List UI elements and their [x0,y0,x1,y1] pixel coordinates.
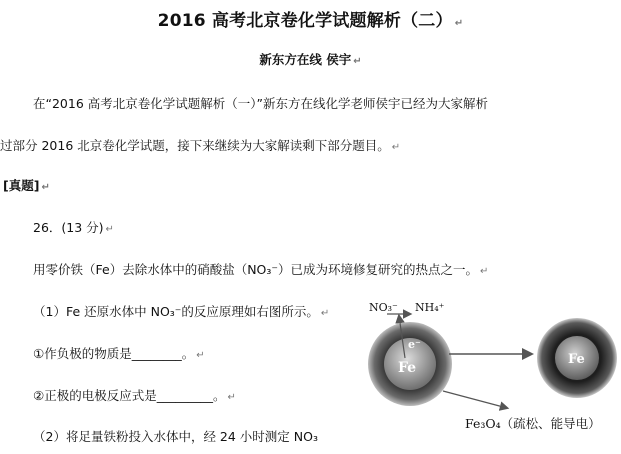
sub-question-1b: ②正极的电极反应式是_________。 ↵ [33,388,236,403]
question-stem: 用零价铁（Fe）去除水体中的硝酸盐（NO₃⁻）已成为环境修复研究的热点之一。 ↵ [33,262,489,277]
sub-question-1a: ①作负极的物质是________。 ↵ [33,346,205,361]
author-byline: 新东方在线 侯宇 ↵ [259,52,362,67]
electron-label: e⁻ [408,338,421,351]
nh4-label: NH₄⁺ [415,301,445,314]
reaction-diagram [365,296,621,454]
page-title: 2016 高考北京卷化学试题解析（二） ↵ [157,11,464,31]
arrow-to-caption [443,391,507,408]
fe-right-label: Fe [568,352,585,367]
no3-label: NO₃⁻ [369,301,398,314]
question-number: 26．(13 分) ↵ [33,220,114,235]
sub-question-1: （1）Fe 还原水体中 NO₃⁻的反应原理如右图所示。 ↵ [33,304,330,319]
fe-left-label: Fe [398,360,417,376]
fe3o4-caption: Fe₃O₄（疏松、能导电） [465,416,601,431]
intro-line-1: 在“2016 高考北京卷化学试题解析（一）”新东方在线化学老师侯宇已经为大家解析 [33,96,488,111]
intro-line-2: 过部分 2016 北京卷化学试题，接下来继续为大家解读剩下部分题目。 ↵ [0,138,401,153]
section-label: [真题] ↵ [3,178,50,193]
sub-question-2: （2）将足量铁粉投入水体中，经 24 小时测定 NO₃ [33,429,318,444]
